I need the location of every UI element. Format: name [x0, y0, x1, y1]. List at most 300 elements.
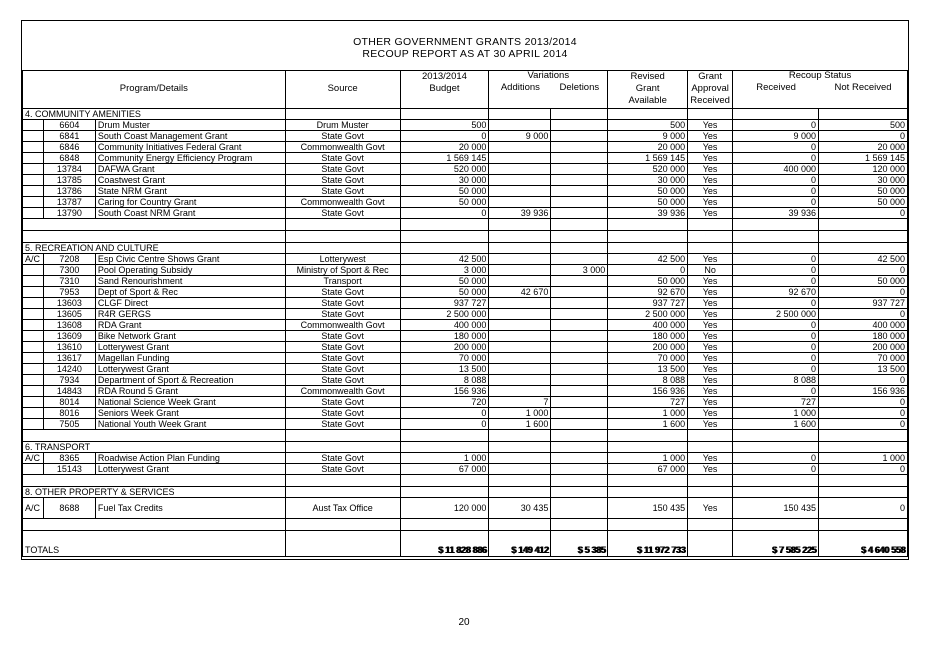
account-code: 6846: [43, 141, 95, 152]
account-code: 13784: [43, 163, 95, 174]
approval-cell: Yes: [688, 286, 733, 297]
ac-label: [23, 330, 44, 341]
budget-cell: 20 000: [400, 141, 489, 152]
approval-cell: Yes: [688, 418, 733, 429]
budget-cell: 50 000: [400, 185, 489, 196]
source-cell: Commonwealth Govt: [285, 196, 400, 207]
received-cell: 0: [733, 330, 819, 341]
blank-cell: [489, 441, 551, 452]
totals-row: [23, 530, 908, 556]
account-code: 13605: [43, 308, 95, 319]
budget-cell: 42 500: [400, 253, 489, 264]
program-name: Lotterywest Grant: [95, 363, 285, 374]
program-name: Dept of Sport & Rec: [95, 286, 285, 297]
blank-cell: [819, 230, 908, 242]
deletions-cell: [551, 253, 608, 264]
blank-cell: [608, 486, 688, 497]
account-code: 7505: [43, 418, 95, 429]
account-code: 7953: [43, 286, 95, 297]
source-cell: State Govt: [285, 463, 400, 474]
ac-label: [23, 363, 44, 374]
source-header: Source: [285, 70, 400, 108]
ac-label: A/C: [23, 452, 44, 463]
blank-cell: [400, 429, 489, 441]
deletions-cell: [551, 286, 608, 297]
blank-cell: [551, 441, 608, 452]
deletions-cell: [551, 297, 608, 308]
approval-cell: Yes: [688, 374, 733, 385]
blank-cell: [688, 441, 733, 452]
received-cell: 0: [733, 352, 819, 363]
blank-cell: [688, 530, 733, 556]
deletions-cell: [551, 396, 608, 407]
budget-cell: 720: [400, 396, 489, 407]
blank-cell: [819, 108, 908, 119]
ac-label: [23, 308, 44, 319]
budget-cell: 0: [400, 130, 489, 141]
section-heading-row: [23, 242, 908, 253]
approval-cell: No: [688, 264, 733, 275]
blank-cell: [819, 518, 908, 530]
received-cell: 0: [733, 319, 819, 330]
table-row: [23, 418, 908, 429]
account-code: 13785: [43, 174, 95, 185]
source-cell: Commonwealth Govt: [285, 319, 400, 330]
additions-cell: 1 600: [489, 418, 551, 429]
deletions-cell: [551, 374, 608, 385]
blank-cell: [489, 230, 551, 242]
budget-cell: 120 000: [400, 497, 489, 518]
budget-cell: 937 727: [400, 297, 489, 308]
source-cell: State Govt: [285, 452, 400, 463]
received-cell: 0: [733, 463, 819, 474]
blank-cell: [551, 518, 608, 530]
deletions-cell: [551, 207, 608, 218]
budget-cell: 0: [400, 207, 489, 218]
report-frame: [21, 20, 909, 560]
account-code: 8365: [43, 452, 95, 463]
blank-cell: [400, 230, 489, 242]
budget-cell: 50 000: [400, 275, 489, 286]
received-cell: 0: [733, 341, 819, 352]
additions-cell: [489, 452, 551, 463]
blank-cell: [608, 441, 688, 452]
blank-cell: [608, 230, 688, 242]
additions-cell: [489, 341, 551, 352]
budget-cell: 520 000: [400, 163, 489, 174]
table-row: [23, 330, 908, 341]
blank-cell: [285, 530, 400, 556]
revised-cell: 70 000: [608, 352, 688, 363]
program-name: Community Energy Efficiency Program: [95, 152, 285, 163]
blank-cell: [400, 108, 489, 119]
page-number: 20: [458, 617, 470, 628]
total-revised: $ 11 972 733: [608, 530, 688, 556]
account-code: 6604: [43, 119, 95, 130]
blank-cell: [733, 230, 819, 242]
table-row: [23, 286, 908, 297]
program-name: R4R GERGS: [95, 308, 285, 319]
not-received-cell: 70 000: [819, 352, 908, 363]
approval-cell: Yes: [688, 297, 733, 308]
blank-cell: [285, 518, 400, 530]
program-name: Community Initiatives Federal Grant: [95, 141, 285, 152]
source-cell: State Govt: [285, 341, 400, 352]
additions-cell: [489, 385, 551, 396]
not-received-cell: 0: [819, 374, 908, 385]
ac-label: [23, 207, 44, 218]
program-name: CLGF Direct: [95, 297, 285, 308]
blank-cell: [400, 242, 489, 253]
approval-cell: Yes: [688, 119, 733, 130]
revised-cell: 1 000: [608, 452, 688, 463]
program-name: National Science Week Grant: [95, 396, 285, 407]
received-cell: 400 000: [733, 163, 819, 174]
recoup-subheaders: [733, 82, 907, 94]
ac-label: [23, 264, 44, 275]
approval-cell: Yes: [688, 452, 733, 463]
source-cell: Ministry of Sport & Rec: [285, 264, 400, 275]
program-name: Sand Renourishment: [95, 275, 285, 286]
account-code: 7310: [43, 275, 95, 286]
not-received-cell: 0: [819, 130, 908, 141]
revised-header: Revised Grant Available: [608, 70, 688, 108]
blank-cell: [551, 429, 608, 441]
deletions-cell: [551, 163, 608, 174]
table-row: [23, 163, 908, 174]
program-name: South Coast NRM Grant: [95, 207, 285, 218]
deletions-cell: [551, 363, 608, 374]
approval-header: Grant Approval Received: [688, 70, 733, 108]
not-received-cell: 0: [819, 463, 908, 474]
source-cell: Drum Muster: [285, 119, 400, 130]
approval-cell: Yes: [688, 330, 733, 341]
ac-label: [23, 196, 44, 207]
blank-cell: [23, 429, 286, 441]
blank-cell: [733, 486, 819, 497]
budget-cell: 1 569 145: [400, 152, 489, 163]
report-subtitle: RECOUP REPORT AS AT 30 APRIL 2014: [362, 48, 568, 60]
revised-cell: 39 936: [608, 207, 688, 218]
deletions-cell: [551, 174, 608, 185]
revised-cell: 20 000: [608, 141, 688, 152]
variations-subheaders: [489, 82, 607, 94]
budget-cell: 8 088: [400, 374, 489, 385]
program-name: South Coast Management Grant: [95, 130, 285, 141]
table-row: [23, 174, 908, 185]
deletions-cell: [551, 352, 608, 363]
ac-label: [23, 152, 44, 163]
blank-cell: [819, 242, 908, 253]
account-code: 14843: [43, 385, 95, 396]
table-row: [23, 463, 908, 474]
total-deletions: $ 5 385: [551, 530, 608, 556]
total-received: $ 7 585 225: [733, 530, 819, 556]
blank-cell: [819, 486, 908, 497]
additions-cell: [489, 119, 551, 130]
account-code: 13609: [43, 330, 95, 341]
deletions-cell: [551, 119, 608, 130]
received-cell: 0: [733, 196, 819, 207]
account-code: 13603: [43, 297, 95, 308]
additions-cell: [489, 141, 551, 152]
deletions-cell: [551, 385, 608, 396]
received-cell: 0: [733, 141, 819, 152]
blank-cell: [400, 474, 489, 486]
source-cell: Transport: [285, 275, 400, 286]
account-code: 13610: [43, 341, 95, 352]
revised-cell: 1 569 145: [608, 152, 688, 163]
approval-cell: Yes: [688, 385, 733, 396]
blank-cell: [400, 518, 489, 530]
blank-cell: [733, 474, 819, 486]
blank-cell: [489, 486, 551, 497]
deletions-cell: [551, 418, 608, 429]
blank-cell: [285, 230, 400, 242]
deletions-cell: [551, 275, 608, 286]
program-details-header: Program/Details: [23, 70, 286, 108]
program-name: RDA Grant: [95, 319, 285, 330]
blank-cell: [489, 429, 551, 441]
source-cell: State Govt: [285, 396, 400, 407]
received-cell: 1 600: [733, 418, 819, 429]
program-name: RDA Round 5 Grant: [95, 385, 285, 396]
table-row: [23, 308, 908, 319]
source-cell: State Govt: [285, 407, 400, 418]
blank-cell: [551, 218, 608, 230]
received-cell: 0: [733, 185, 819, 196]
received-cell: 1 000: [733, 407, 819, 418]
received-header: Received: [756, 82, 796, 93]
program-name: Department of Sport & Recreation: [95, 374, 285, 385]
table-row: [23, 396, 908, 407]
revised-cell: 13 500: [608, 363, 688, 374]
received-cell: 150 435: [733, 497, 819, 518]
blank-cell: [688, 230, 733, 242]
budget-cell: 30 000: [400, 174, 489, 185]
revised-cell: 67 000: [608, 463, 688, 474]
blank-cell: [688, 218, 733, 230]
approval-cell: Yes: [688, 185, 733, 196]
revised-cell: 150 435: [608, 497, 688, 518]
table-row: [23, 374, 908, 385]
program-name: Roadwise Action Plan Funding: [95, 452, 285, 463]
additions-cell: [489, 264, 551, 275]
source-cell: State Govt: [285, 174, 400, 185]
account-code: 13617: [43, 352, 95, 363]
approval-cell: Yes: [688, 363, 733, 374]
revised-cell: 92 670: [608, 286, 688, 297]
section-spacer-row: [23, 230, 908, 242]
not-received-header: Not Received: [834, 82, 892, 93]
section-heading-row: [23, 441, 908, 452]
blank-cell: [23, 218, 286, 230]
budget-cell: 400 000: [400, 319, 489, 330]
additions-cell: [489, 363, 551, 374]
deletions-cell: [551, 463, 608, 474]
program-name: Lotterywest Grant: [95, 463, 285, 474]
not-received-cell: 0: [819, 407, 908, 418]
table-header-row: [23, 70, 908, 108]
blank-cell: [23, 230, 286, 242]
not-received-cell: 0: [819, 418, 908, 429]
additions-cell: [489, 185, 551, 196]
deletions-cell: [551, 308, 608, 319]
account-code: 13786: [43, 185, 95, 196]
not-received-cell: 1 000: [819, 452, 908, 463]
program-name: Bike Network Grant: [95, 330, 285, 341]
source-cell: State Govt: [285, 418, 400, 429]
table-row: [23, 152, 908, 163]
approval-cell: Yes: [688, 196, 733, 207]
deletions-header: Deletions: [559, 82, 600, 93]
blank-cell: [285, 441, 400, 452]
additions-cell: 30 435: [489, 497, 551, 518]
program-name: Caring for Country Grant: [95, 196, 285, 207]
total-additions: $ 149 412: [489, 530, 551, 556]
budget-cell: 70 000: [400, 352, 489, 363]
recoup-status-header: [733, 70, 908, 108]
not-received-cell: 20 000: [819, 141, 908, 152]
additions-cell: 42 670: [489, 286, 551, 297]
not-received-cell: 120 000: [819, 163, 908, 174]
section-spacer-row: [23, 218, 908, 230]
approval-cell: Yes: [688, 141, 733, 152]
blank-cell: [400, 218, 489, 230]
received-cell: 0: [733, 264, 819, 275]
budget-cell: 200 000: [400, 341, 489, 352]
ac-label: [23, 385, 44, 396]
table-row: [23, 253, 908, 264]
additions-cell: [489, 330, 551, 341]
received-cell: 0: [733, 385, 819, 396]
revised-cell: 50 000: [608, 196, 688, 207]
section-heading: 6. TRANSPORT: [23, 441, 286, 452]
source-cell: Lotterywest: [285, 253, 400, 264]
additions-cell: 39 936: [489, 207, 551, 218]
blank-cell: [551, 486, 608, 497]
ac-label: [23, 275, 44, 286]
variations-label: Variations: [527, 70, 570, 81]
blank-cell: [733, 429, 819, 441]
additions-cell: [489, 174, 551, 185]
ac-label: [23, 463, 44, 474]
ac-label: A/C: [23, 253, 44, 264]
table-row: [23, 363, 908, 374]
revised-cell: 1 600: [608, 418, 688, 429]
revised-cell: 727: [608, 396, 688, 407]
not-received-cell: 50 000: [819, 185, 908, 196]
program-name: Pool Operating Subsidy: [95, 264, 285, 275]
revised-cell: 0: [608, 264, 688, 275]
account-code: 8688: [43, 497, 95, 518]
deletions-cell: [551, 407, 608, 418]
blank-cell: [489, 218, 551, 230]
table-row: [23, 319, 908, 330]
report-title: OTHER GOVERNMENT GRANTS 2013/2014: [353, 36, 577, 48]
blank-cell: [733, 218, 819, 230]
program-name: Fuel Tax Credits: [95, 497, 285, 518]
ac-label: [23, 141, 44, 152]
section-heading-row: [23, 486, 908, 497]
ac-label: [23, 119, 44, 130]
blank-cell: [733, 518, 819, 530]
revised-cell: 2 500 000: [608, 308, 688, 319]
source-cell: State Govt: [285, 185, 400, 196]
recoup-status-label: Recoup Status: [788, 70, 852, 81]
source-cell: State Govt: [285, 297, 400, 308]
table-row: [23, 352, 908, 363]
not-received-cell: 0: [819, 286, 908, 297]
approval-cell: Yes: [688, 463, 733, 474]
received-cell: 727: [733, 396, 819, 407]
table-row: [23, 452, 908, 463]
not-received-cell: 0: [819, 308, 908, 319]
source-cell: State Govt: [285, 130, 400, 141]
ac-label: [23, 130, 44, 141]
account-code: 13608: [43, 319, 95, 330]
additions-cell: [489, 152, 551, 163]
account-code: 14240: [43, 363, 95, 374]
additions-cell: 7: [489, 396, 551, 407]
received-cell: 0: [733, 275, 819, 286]
additions-cell: [489, 196, 551, 207]
account-code: 13790: [43, 207, 95, 218]
account-code: 6841: [43, 130, 95, 141]
ac-label: A/C: [23, 497, 44, 518]
program-name: DAFWA Grant: [95, 163, 285, 174]
blank-cell: [608, 474, 688, 486]
source-cell: Commonwealth Govt: [285, 385, 400, 396]
totals-label: TOTALS: [23, 530, 286, 556]
deletions-cell: [551, 452, 608, 463]
not-received-cell: 0: [819, 264, 908, 275]
blank-cell: [551, 474, 608, 486]
section-heading-row: [23, 108, 908, 119]
revised-cell: 400 000: [608, 319, 688, 330]
variations-header: [489, 70, 608, 108]
revised-cell: 50 000: [608, 275, 688, 286]
table-row: [23, 119, 908, 130]
table-row: [23, 207, 908, 218]
account-code: 13787: [43, 196, 95, 207]
budget-cell: 180 000: [400, 330, 489, 341]
blank-cell: [551, 108, 608, 119]
blank-cell: [819, 441, 908, 452]
blank-cell: [285, 474, 400, 486]
account-code: 6848: [43, 152, 95, 163]
deletions-cell: [551, 319, 608, 330]
not-received-cell: 42 500: [819, 253, 908, 264]
blank-cell: [551, 242, 608, 253]
ac-label: [23, 418, 44, 429]
blank-cell: [819, 429, 908, 441]
ac-label: [23, 341, 44, 352]
account-code: 8014: [43, 396, 95, 407]
table-row: [23, 385, 908, 396]
additions-cell: [489, 163, 551, 174]
approval-cell: Yes: [688, 497, 733, 518]
received-cell: 39 936: [733, 207, 819, 218]
table-row: [23, 141, 908, 152]
program-name: Esp Civic Centre Shows Grant: [95, 253, 285, 264]
additions-cell: [489, 297, 551, 308]
ac-label: [23, 297, 44, 308]
revised-cell: 520 000: [608, 163, 688, 174]
blank-cell: [551, 230, 608, 242]
section-heading: 5. RECREATION AND CULTURE: [23, 242, 286, 253]
deletions-cell: [551, 330, 608, 341]
